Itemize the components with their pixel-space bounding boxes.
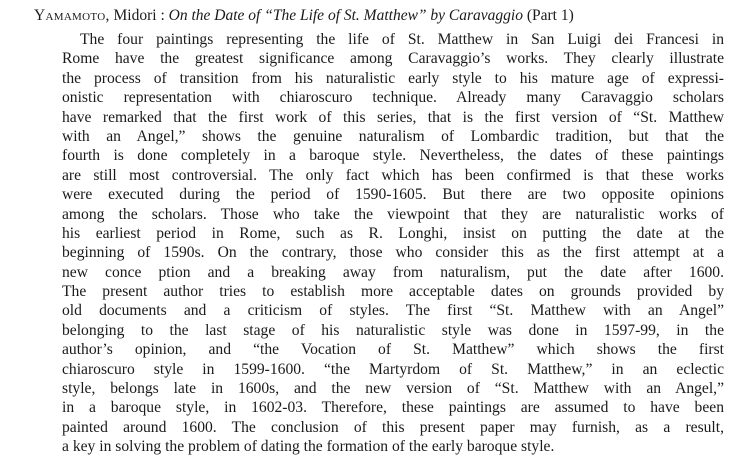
abstract-line: his earliest period in Rome, such as R. Longhi, insist on putting the date at the — [62, 224, 724, 242]
abstract-line: The present author tries to establish more acceptable dates on grounds provided by — [62, 283, 724, 301]
abstract-line: were executed during the period of 1590-1605. But there are two opposite opinions — [62, 186, 724, 204]
abstract-line: belonging to the last stage of his naturalistic style was done in 1597-99, in the — [62, 321, 724, 339]
abstract-line: The four paintings representing the life of St. Matthew in San Luigi dei Francesi in — [80, 31, 724, 48]
abstract-line: painted around 1600. The conclusion of this present paper may furnish, as a result, — [62, 418, 724, 436]
abstract-line: the process of transition from his naturalistic early style to his mature age of expressi- — [62, 69, 724, 87]
abstract-line: fourth is done completely in a baroque style. Nevertheless, the dates of these paintings — [62, 147, 724, 165]
article-title: On the Date of “The Life of St. Matthew” by Caravaggio — [168, 7, 523, 24]
abstract-line: with an Angel,” shows the genuine naturalism of Lombardic tradition, but that the — [62, 127, 724, 145]
abstract-line: among the scholars. Those who take the viewpoint that they are naturalistic works of — [62, 205, 724, 223]
abstract-line: a key in solving the problem of dating the formation of the early baroque style. — [62, 438, 555, 456]
author-surname: Yamamoto, — [34, 7, 110, 24]
abstract-body — [62, 30, 724, 457]
article-heading — [34, 5, 574, 27]
abstract-line: beginning of 1590s. On the contrary, those who consider this as the first attempt at a — [62, 244, 724, 262]
article-part: (Part 1) — [522, 7, 574, 24]
abstract-line: Rome have the greatest significance among Caravaggio’s works. They clearly illustrate — [62, 50, 724, 68]
abstract-line: in a baroque style, in 1602-03. Therefore, these paintings are assumed to have been — [62, 399, 724, 417]
abstract-line: old documents and a criticism of styles. The first “St. Matthew with an Angel” — [62, 302, 724, 320]
abstract-line: have remarked that the first work of this series, that is the first version of “St. Matthew — [62, 108, 724, 126]
abstract-line: style, belongs late in 1600s, and the new version of “St. Matthew with an Angel,” — [62, 380, 724, 398]
abstract-line: new conce ption and a breaking away from naturalism, put the date after 1600. — [62, 263, 724, 281]
abstract-line: author’s opinion, and “the Vocation of St. Matthew” which shows the first — [62, 341, 724, 359]
author-given-name: Midori : — [109, 7, 169, 24]
abstract-line: are still most controversial. The only fact which has been confirmed is that these works — [62, 166, 724, 184]
abstract-line: onistic representation with chiaroscuro technique. Already many Caravaggio scholars — [62, 89, 724, 107]
abstract-line: chiaroscuro style in 1599-1600. “the Martyrdom of St. Matthew,” in an eclectic — [62, 360, 724, 378]
